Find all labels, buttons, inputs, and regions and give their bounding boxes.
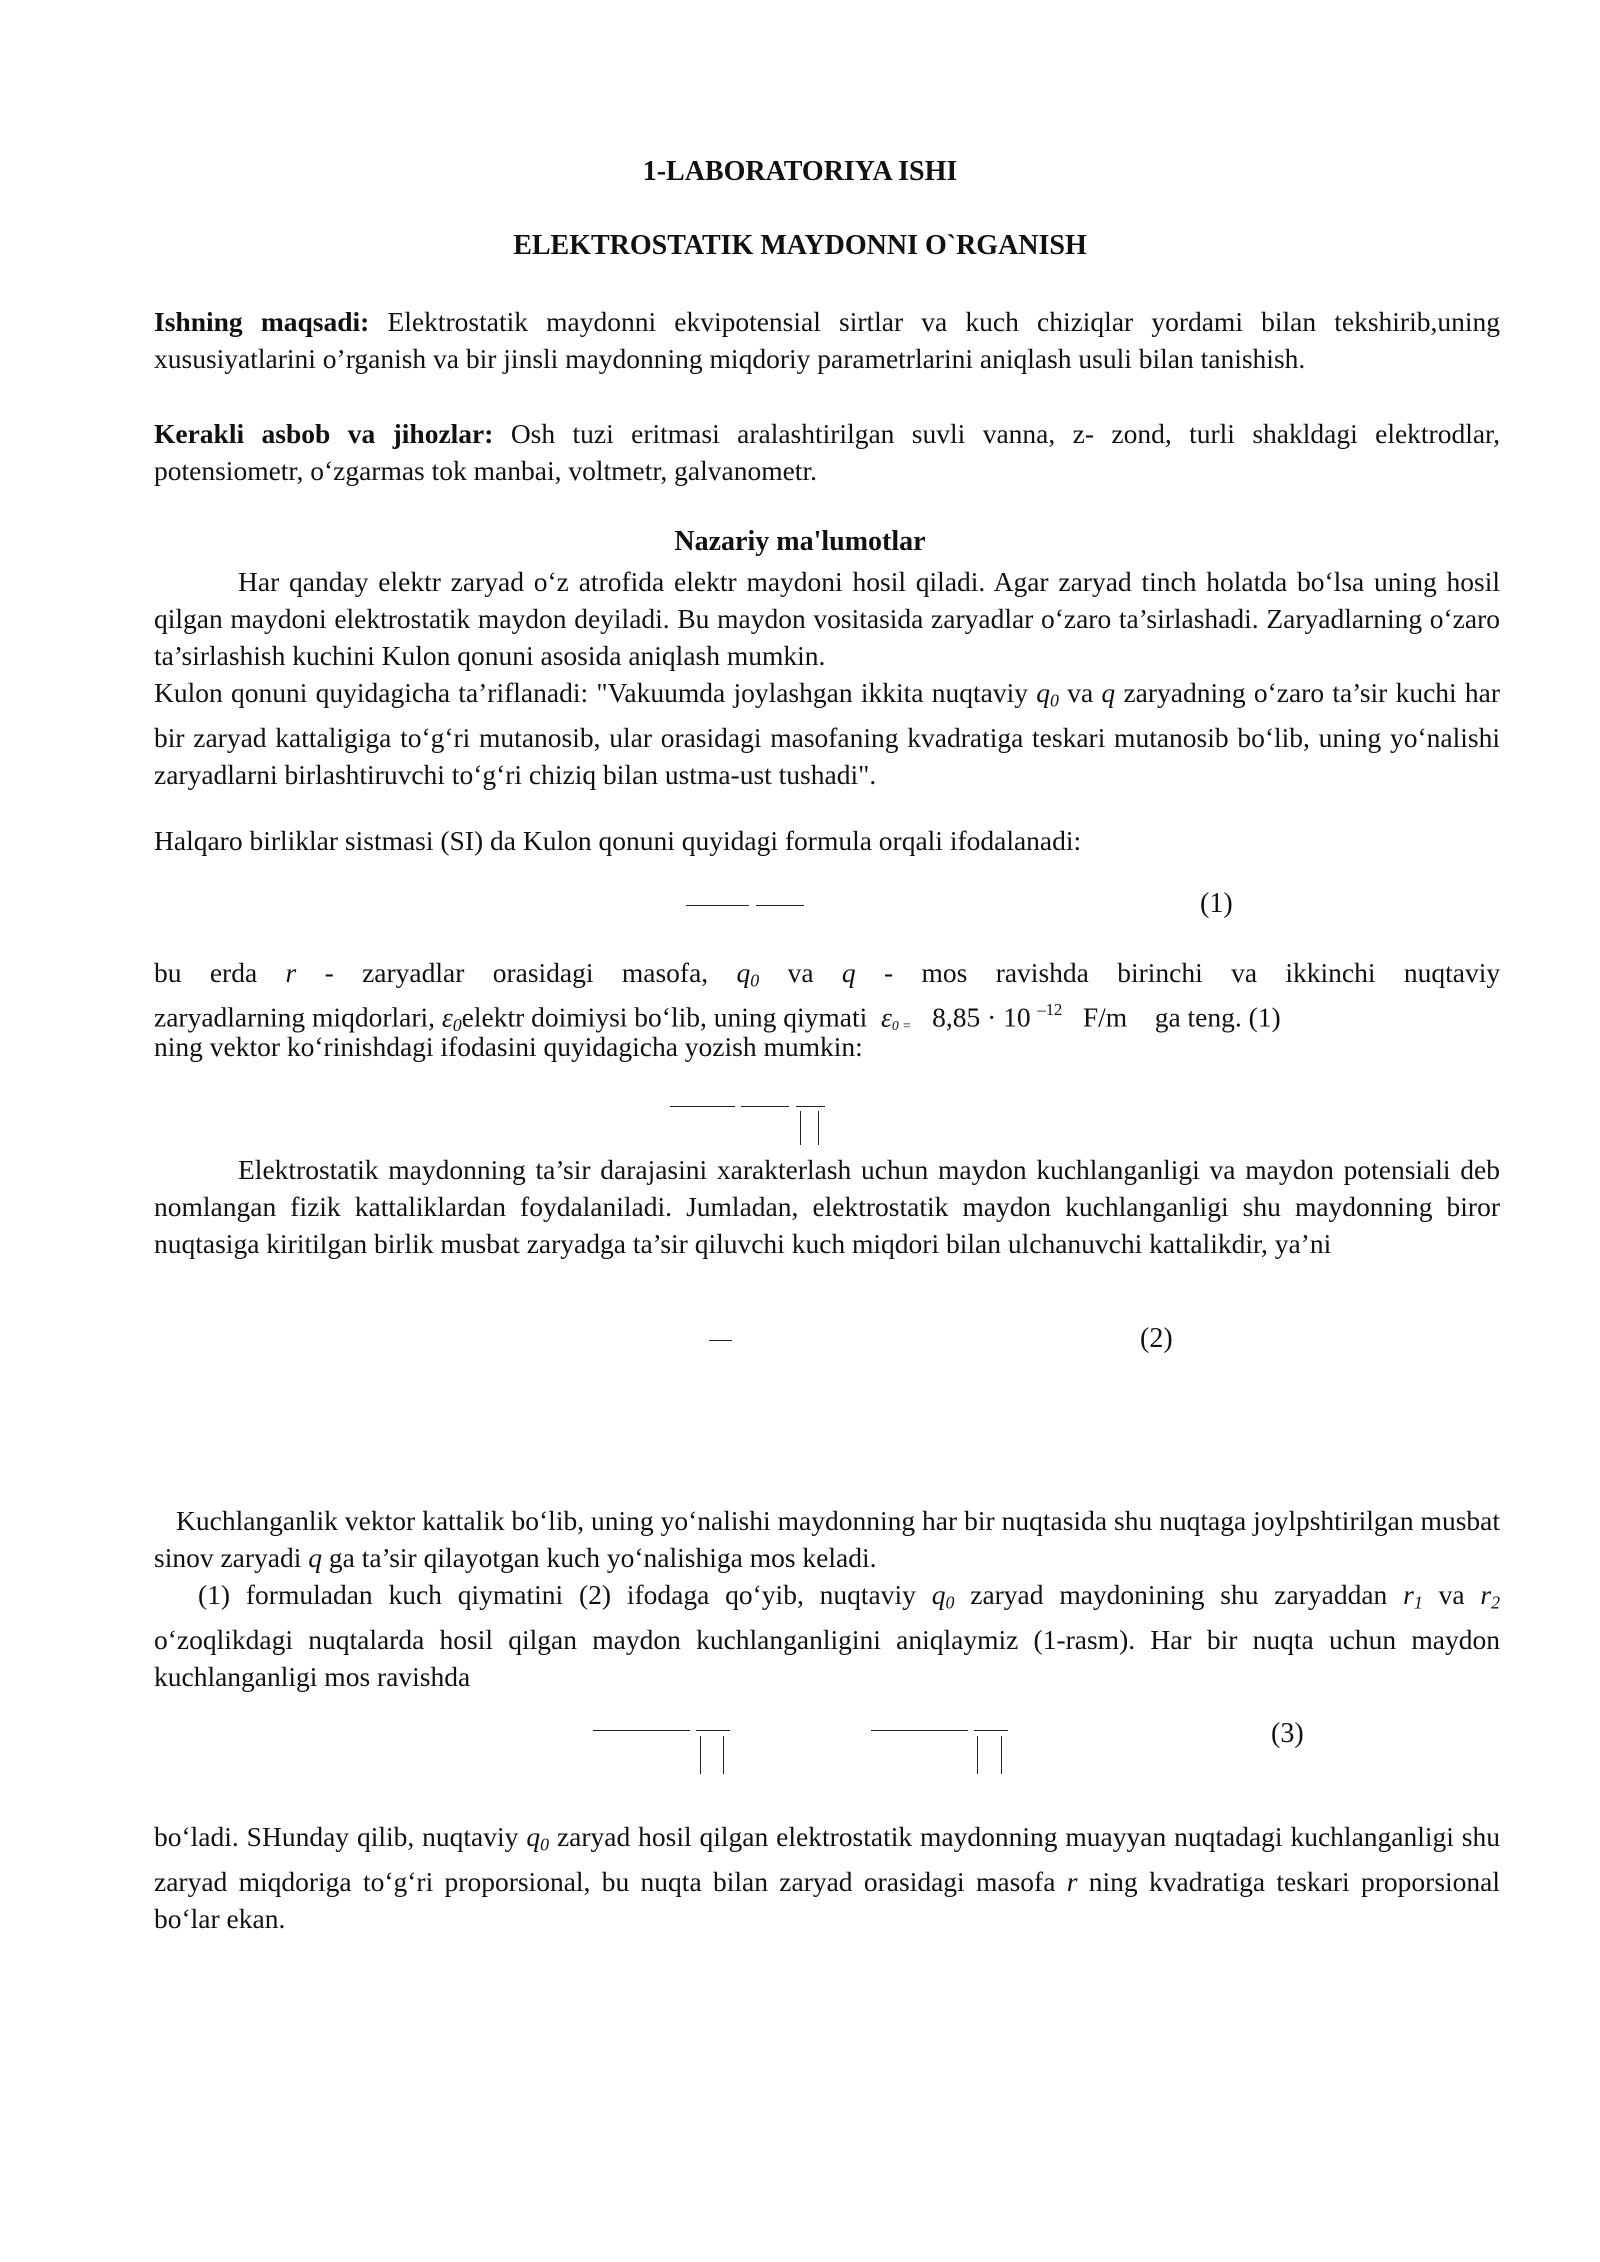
fraction-bar	[593, 1730, 690, 1731]
purpose-text: Elektrostatik maydonni ekvipotensial sirtlar va kuch chiziqlar yordami bilan tekshirib,uning xususiyatlarini o’rganish va bir jinsli maydonning miqdoriy parametrlarini aniqlash usuli bilan tanishish.	[154, 306, 1500, 374]
abs-bar	[723, 1736, 724, 1774]
lab-title: 1-LABORATORIYA ISHI	[642, 156, 958, 187]
symbol-r: r	[1403, 1579, 1414, 1610]
theory-paragraph-3: Elektrostatik maydonning ta’sir darajasini xarakterlash uchun maydon kuchlanganligi va maydon potensiali deb nomlangan fizik kattaliklardan foydalaniladi. Jumladan, elektrostatik maydon kuchlanganligi shu maydonning biror nuqtasiga kiritilgan birlik musbat zaryadga ta’sir qiluvchi kuch miqdori bilan ulchanuvchi kattalikdir, ya’ni	[154, 1154, 1500, 1259]
where-line-2: zaryadlarning miqdorlari, $\varepsilon_0elektr$ doimiysi bo‘lib, uning qiymati $\varepsilon_{0 =}$ 8,85 · 10 $^{-12}$ F/m ga teng. (1)	[154, 1000, 1281, 1036]
conjunction: va	[1067, 677, 1094, 708]
symbol-q: q	[1101, 677, 1116, 708]
fraction-bar	[871, 1730, 968, 1731]
where-line-3: ning vektor ko‘rinishdagi ifodasini quyidagicha yozish mumkin:	[154, 1031, 863, 1062]
theory-paragraph-6: bo‘ladi. SHunday qilib, nuqtaviy $q_0$ zaryad hosil qilgan elektrostatik maydonning muayyan nuqtadagi kuchlanganligi shu zaryad miqdoriga to‘g‘ri proporsional, bu nuqta bilan zaryad orasidagi masofa r ning kvadratiga teskari proporsional bo‘lar ekan.	[154, 1821, 1501, 1935]
symbol-epsilon: ε	[881, 1001, 892, 1033]
fraction-bar	[696, 1730, 730, 1731]
fraction-bar	[756, 905, 804, 906]
theory-paragraph-4: Kuchlanganlik vektor kattalik bo‘lib, uning yo‘nalishi maydonning har bir nuqtasida shu nuqtaga joylpshtirilgan musbat sinov zaryadi q ga ta’sir qilayotgan kuch yo‘nalishiga mos keladi.	[154, 1505, 1500, 1573]
symbol-q: q	[736, 957, 751, 988]
exponent: –12	[1037, 1000, 1063, 1019]
symbol-q: q	[841, 957, 856, 988]
theory-paragraph-5: (1) formuladan kuch qiymatini (2) ifodaga qo‘yib, nuqtaviy $q_0$ zaryad maydonining shu zaryaddan $r_1$ va $r_2$ o‘zoqlikdagi nuqtalarda hosil qilgan maydon kuchlanganligini aniqlaymiz (1-rasm). Har bir nuqta uchun maydon kuchlanganligi mos ravishda	[154, 1579, 1501, 1693]
where-paragraph	[154, 954, 1500, 1065]
fraction-bar	[686, 905, 749, 906]
symbol-epsilon: ε	[441, 1001, 453, 1033]
fraction-bar	[709, 1340, 732, 1341]
subscript: 0	[1049, 690, 1059, 711]
symbol-q: q	[931, 1579, 946, 1610]
theory-paragraph-1	[154, 563, 1500, 674]
theory-para1-text: Har qanday elektr zaryad o‘z atrofida elektr maydoni hosil qiladi. Agar zaryad tinch holatda bo‘lsa uning hosil qilgan maydoni elektrostatik maydon deyiladi. Bu maydon vositasida zaryadlar o‘zaro ta’sirlashadi. Zaryadlarning o‘zaro ta’sirlashish kuchini Kulon qonuni asosida aniqlash mumkin.	[154, 566, 1500, 671]
equipment-paragraph	[154, 415, 1500, 489]
equation-number-2: (2)	[1140, 1323, 1173, 1354]
abs-bar	[818, 1111, 819, 1145]
abs-bar	[700, 1736, 701, 1774]
symbol-r: r	[1480, 1579, 1492, 1610]
fraction-bar	[741, 1106, 789, 1107]
fraction-bar	[670, 1106, 735, 1107]
symbol-r: r	[285, 957, 297, 988]
equipment-label: Kerakli asbob va jihozlar:	[154, 418, 494, 449]
symbol-q: q	[526, 1821, 541, 1852]
equation-number-3: (3)	[1271, 1718, 1304, 1749]
equipment-text: Osh tuzi eritmasi aralashtirilgan suvli vanna, z- zond, turli shakldagi elektrodlar, potensiometr, o‘zgarmas tok manbai, voltmetr, galvanometr.	[154, 418, 1500, 486]
epsilon-value: 8,85 · 10	[932, 1001, 1031, 1033]
abs-bar	[1001, 1736, 1002, 1774]
fraction-bar	[796, 1106, 825, 1107]
theory-heading: Nazariy ma'lumotlar	[674, 526, 926, 557]
purpose-paragraph	[154, 303, 1500, 377]
fraction-bar	[974, 1730, 1008, 1731]
abs-bar	[800, 1111, 801, 1145]
subject-title: ELEKTROSTATIK MAYDONNI O`RGANISH	[513, 230, 1087, 261]
si-sentence: Halqaro birliklar sistmasi (SI) da Kulon qonuni quyidagi formula orqali ifodalanadi:	[154, 825, 1082, 856]
coulomb-law-paragraph	[154, 674, 1500, 793]
abs-bar	[977, 1736, 978, 1774]
coulomb-text-end: zaryadning o‘zaro ta’sir kuchi har bir zaryad kattaligiga to‘g‘ri mutanosib, ular orasidagi masofaning kvadratiga teskari mutanosib bo‘lib, uning yo‘nalishi zaryadlarni birlashtiruvchi to‘g‘ri chiziq bilan ustma-ust tushadi".	[154, 677, 1501, 791]
purpose-label: Ishning maqsadi:	[154, 306, 370, 337]
symbol-r: r	[1066, 1866, 1078, 1898]
symbol-q: q	[1036, 677, 1050, 708]
symbol-q: q	[308, 1542, 323, 1573]
coulomb-text-start: Kulon qonuni quyidagicha ta’riflanadi: "Vakuumda joylashgan ikkita nuqtaviy	[154, 677, 1028, 708]
unit: F/m	[1082, 1001, 1128, 1033]
equation-number-1: (1)	[1200, 888, 1233, 919]
where-line-1: bu erda r - zaryadlar orasidagi masofa, $q_0$ va q - mos ravishda birinchi va ikkinchi nuqtaviy	[154, 957, 1501, 991]
